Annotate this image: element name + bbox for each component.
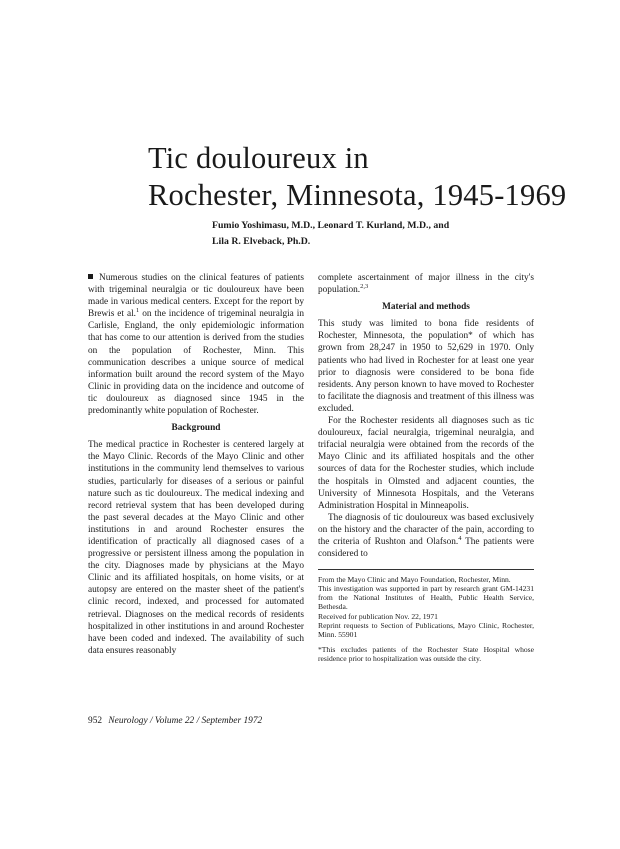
methods-paragraph-3: The diagnosis of tic douloureux was based exclusively on the history and the character of the pain, according to the criteria of Rushton and Olafson.$^4$ The patients were considered to: [318, 512, 534, 560]
page-footer: [88, 716, 262, 726]
reference-marker: 4: [458, 534, 462, 542]
left-column: [88, 272, 304, 657]
footnote-received: Received for publication Nov. 22, 1971: [318, 611, 438, 621]
author-list: [212, 218, 449, 250]
background-paragraph: The medical practice in Rochester is centered largely at the Mayo Clinic. Records of the Mayo Clinic and other institutions in the community lend themselves to various studies, particularly for diseases of a serious or painful nature such as tic douloureux. The medical indexing and record retrieval system that has been developed during the past several decades at the Mayo Clinic and other institutions in and around Rochester ensures the identification of practically all diagnosed cases of a progressive or persistent illness among the population in the city. Diagnoses made by physicians at the Mayo Clinic and its affiliated hospitals, on home visits, or at autopsy are entered on the master sheet of the patient's clinic record, indexed, and processed for automated retrieval. Diagnoses on the medical records of residents hospitalized in other institutions in and around Rochester have been coded and indexed. The availability of such data ensures reasonably: [88, 440, 304, 656]
page-number: 952: [88, 716, 103, 726]
continuation-paragraph: complete ascertainment of major illness in the city's population.$^{2,3}$: [318, 273, 534, 296]
authors-line-1: Fumio Yoshimasu, M.D., Leonard T. Kurland, M.D., and: [212, 220, 450, 231]
methods-paragraph-1: This study was limited to bona fide residents of Rochester, Minnesota, the population* of which has grown from 28,247 in 1950 to 52,629 in 1970. Only patients who had lived in Rochester for at least one year prior to diagnosis were considered to be bona fide residents. Any person known to have moved to Rochester to facilitate the diagnosis and treatment of this illness was excluded.: [318, 319, 534, 414]
footnote-affiliation: From the Mayo Clinic and Mayo Foundation, Rochester, Minn.: [318, 575, 511, 585]
methods-paragraph-2: For the Rochester residents all diagnoses such as tic douloureux, facial neuralgia, trigeminal neuralgia, and trifacial neuralgia were obtained from the records of the Mayo Clinic and its affiliated hospitals and the other sources of data for the Rochester studies, which include the hospitals in Olmsted and adjacent counties, the University of Minnesota Hospitals, and the Veterans Administration Hospital in Minneapolis.: [318, 416, 534, 511]
reference-marker: 2,3: [360, 283, 369, 291]
authors-line-2: Lila R. Elveback, Ph.D.: [212, 236, 311, 247]
footnote-reprints: Reprint requests to Section of Publications, Mayo Clinic, Rochester, Minn. 55901: [318, 620, 534, 639]
title-line-2: Rochester, Minnesota, 1945-1969: [148, 178, 567, 212]
journal-citation: Neurology / Volume 22 / September 1972: [108, 716, 263, 726]
intro-paragraph: Numerous studies on the clinical features of patients with trigeminal neuralgia or tic douloureux have been made in various medical centers. Except for the report by Brewis et al.$^1$ on the incidence of trigeminal neuralgia in Carlisle, England, the only epidemiologic information that has come to our attention is derived from the studies on the population of Rochester, Minn. This communication describes a unique source of medical information built around the record system of the Mayo Clinic in providing data on the incidence and outcome of tic douloureux as diagnosed since 1945 in the predominantly white population of Rochester.: [88, 273, 304, 417]
title-line-1: Tic douloureux in: [148, 141, 369, 175]
background-heading: Background: [171, 423, 221, 434]
footnote-support: This investigation was supported in part by research grant GM-14231 from the National Institutes of Health, Public Health Service, Bethesda.: [318, 584, 534, 612]
footnote-population: *This excludes patients of the Rochester State Hospital whose residence prior to hospitalization was outside the city.: [318, 644, 534, 663]
methods-heading: Material and methods: [382, 302, 470, 313]
right-column: [318, 272, 534, 663]
article-title: [148, 140, 566, 214]
footnote-divider: [318, 569, 534, 570]
reference-marker: 1: [136, 307, 140, 315]
square-bullet-icon: [88, 274, 93, 279]
